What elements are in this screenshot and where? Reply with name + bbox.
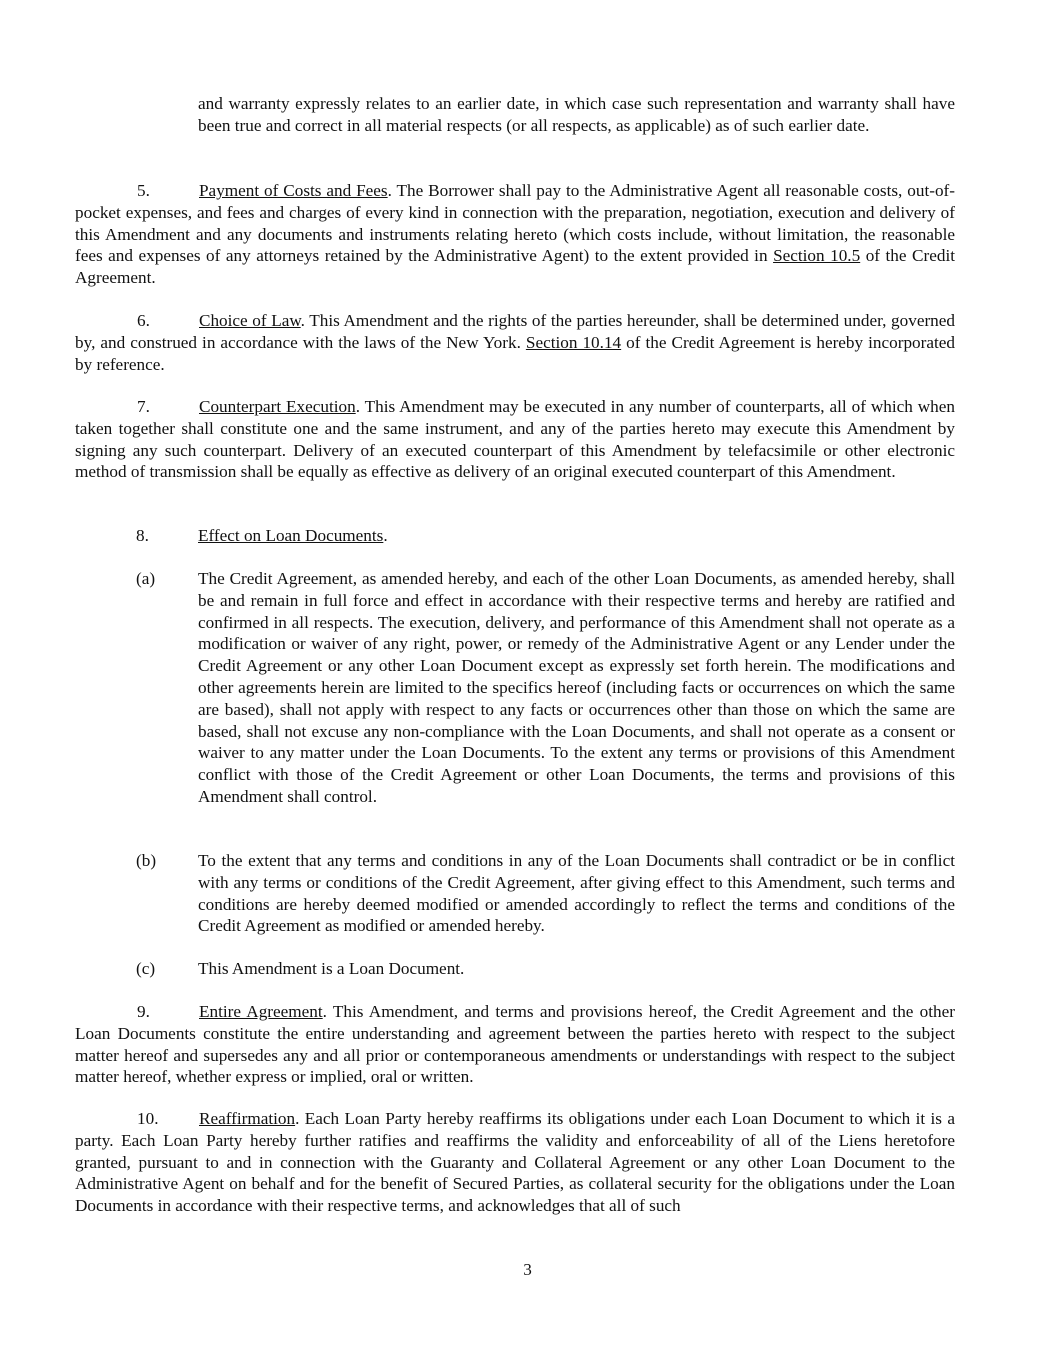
section-10	[75, 1108, 955, 1217]
section-5-number: 5.	[137, 181, 150, 200]
clause-c-text: This Amendment is a Loan Document.	[198, 959, 465, 978]
section-7	[75, 396, 955, 483]
section-8-number: 8.	[136, 526, 149, 545]
section-10-title: Reaffirmation	[199, 1109, 296, 1128]
continuation-paragraph: and warranty expressly relates to an earlier date, in which case such representation and warranty shall have been true and correct in all material respects (or all respects, as applicable) as of such earlier date.	[198, 94, 955, 135]
section-5-title: Payment of Costs and Fees	[199, 181, 388, 200]
clause-b-label: (b)	[136, 851, 157, 870]
section-10-number: 10.	[137, 1109, 159, 1128]
section-8-clause-b	[136, 850, 955, 937]
section-8-clause-a	[136, 568, 955, 808]
clause-a-label: (a)	[136, 569, 156, 588]
section-9-title: Entire Agreement	[199, 1002, 323, 1021]
section-6-text-b: of the Credit Agreement is hereby incorporated by reference.	[75, 332, 955, 374]
section-9	[75, 1001, 955, 1088]
section-5-text-a: . The Borrower shall pay to the Administrative Agent all reasonable costs, out-of-pocket expenses, and fees and charges of every kind in connection with the preparation, negotiation, execution and delivery of this Amendment and any documents and instruments relating hereto (which costs include, without limitation, the reasonable fees and expenses of any attorneys retained by the Administrative Agent) to the extent provided in	[75, 181, 955, 266]
section-8-trail: .	[383, 526, 388, 545]
section-10-text: . Each Loan Party hereby reaffirms its obligations under each Loan Document to which it is a party. Each Loan Party hereby further ratifies and reaffirms the validity and enforceability of all of the Liens heretofore granted, pursuant to and in connection with the Guaranty and Collateral Agreement or any other Loan Document to the Administrative Agent on behalf and for the benefit of Secured Parties, as collateral security for the obligations under the Loan Documents in accordance with their respective terms, and acknowledges that all of such	[75, 1109, 955, 1216]
section-7-title: Counterpart Execution	[199, 397, 356, 416]
section-8-title: Effect on Loan Documents	[198, 526, 384, 545]
section-8-clause-c	[136, 958, 955, 980]
page-number: 3	[523, 1260, 532, 1279]
section-6-number: 6.	[137, 311, 150, 330]
clause-a-text: The Credit Agreement, as amended hereby, and each of the other Loan Documents, as amended hereby, shall be and remain in full force and effect in accordance with their respective terms and hereby are ratified and confirmed in all respects. The execution, delivery, and performance of this Amendment shall not operate as a modification or waiver of any right, power, or remedy of the Administrative Agent or any Lender under the Credit Agreement or any other Loan Document except as expressly set forth herein. The modifications and other agreements herein are limited to the specifics hereof (including facts or occurrences on which the same are based), shall not apply with respect to any facts or occurrences other than those on which the same are based, shall not excuse any non-compliance with the Loan Documents, and shall not operate as a consent or waiver to any matter under the Loan Documents. To the extent any terms or provisions of this Amendment conflict with those of the Credit Agreement or other Loan Documents, the terms and provisions of this Amendment shall control.	[198, 569, 955, 806]
section-9-number: 9.	[137, 1002, 150, 1021]
clause-c-label: (c)	[136, 959, 156, 978]
clause-b-text: To the extent that any terms and conditions in any of the Loan Documents shall contradict or be in conflict with any terms or conditions of the Credit Agreement, after giving effect to this Amendment, such terms and conditions are hereby deemed modified or amended accordingly to reflect the terms and conditions of the Credit Agreement as modified or amended hereby.	[198, 851, 955, 936]
section-6-text-a: . This Amendment and the rights of the parties hereunder, shall be determined under, governed by, and construed in accordance with the laws of the New York.	[75, 311, 955, 352]
section-5-text-b: of the Credit Agreement.	[75, 246, 955, 288]
section-7-text: . This Amendment may be executed in any number of counterparts, all of which when taken together shall constitute one and the same instrument, and any of the parties hereto may execute this Amendment by signing any such counterpart. Delivery of an executed counterpart of this Amendment by telefacsimile or other electronic method of transmission shall be equally as effective as delivery of an original executed counterpart of this Amendment.	[75, 397, 955, 482]
section-6-title: Choice of Law	[199, 311, 301, 330]
section-5	[75, 180, 955, 289]
section-5-reference: Section 10.5	[773, 246, 861, 266]
section-7-number: 7.	[137, 397, 150, 416]
section-6-reference: Section 10.14	[525, 332, 622, 352]
section-6	[75, 310, 955, 375]
section-8-heading	[136, 525, 388, 547]
section-9-text: . This Amendment, and terms and provisions hereof, the Credit Agreement and the other Loan Documents constitute the entire understanding and agreement between the parties hereto with respect to the subject matter hereof and supersedes any and all prior or contemporaneous amendments or understandings with respect to the subject matter hereof, whether express or implied, oral or written.	[75, 1002, 955, 1087]
